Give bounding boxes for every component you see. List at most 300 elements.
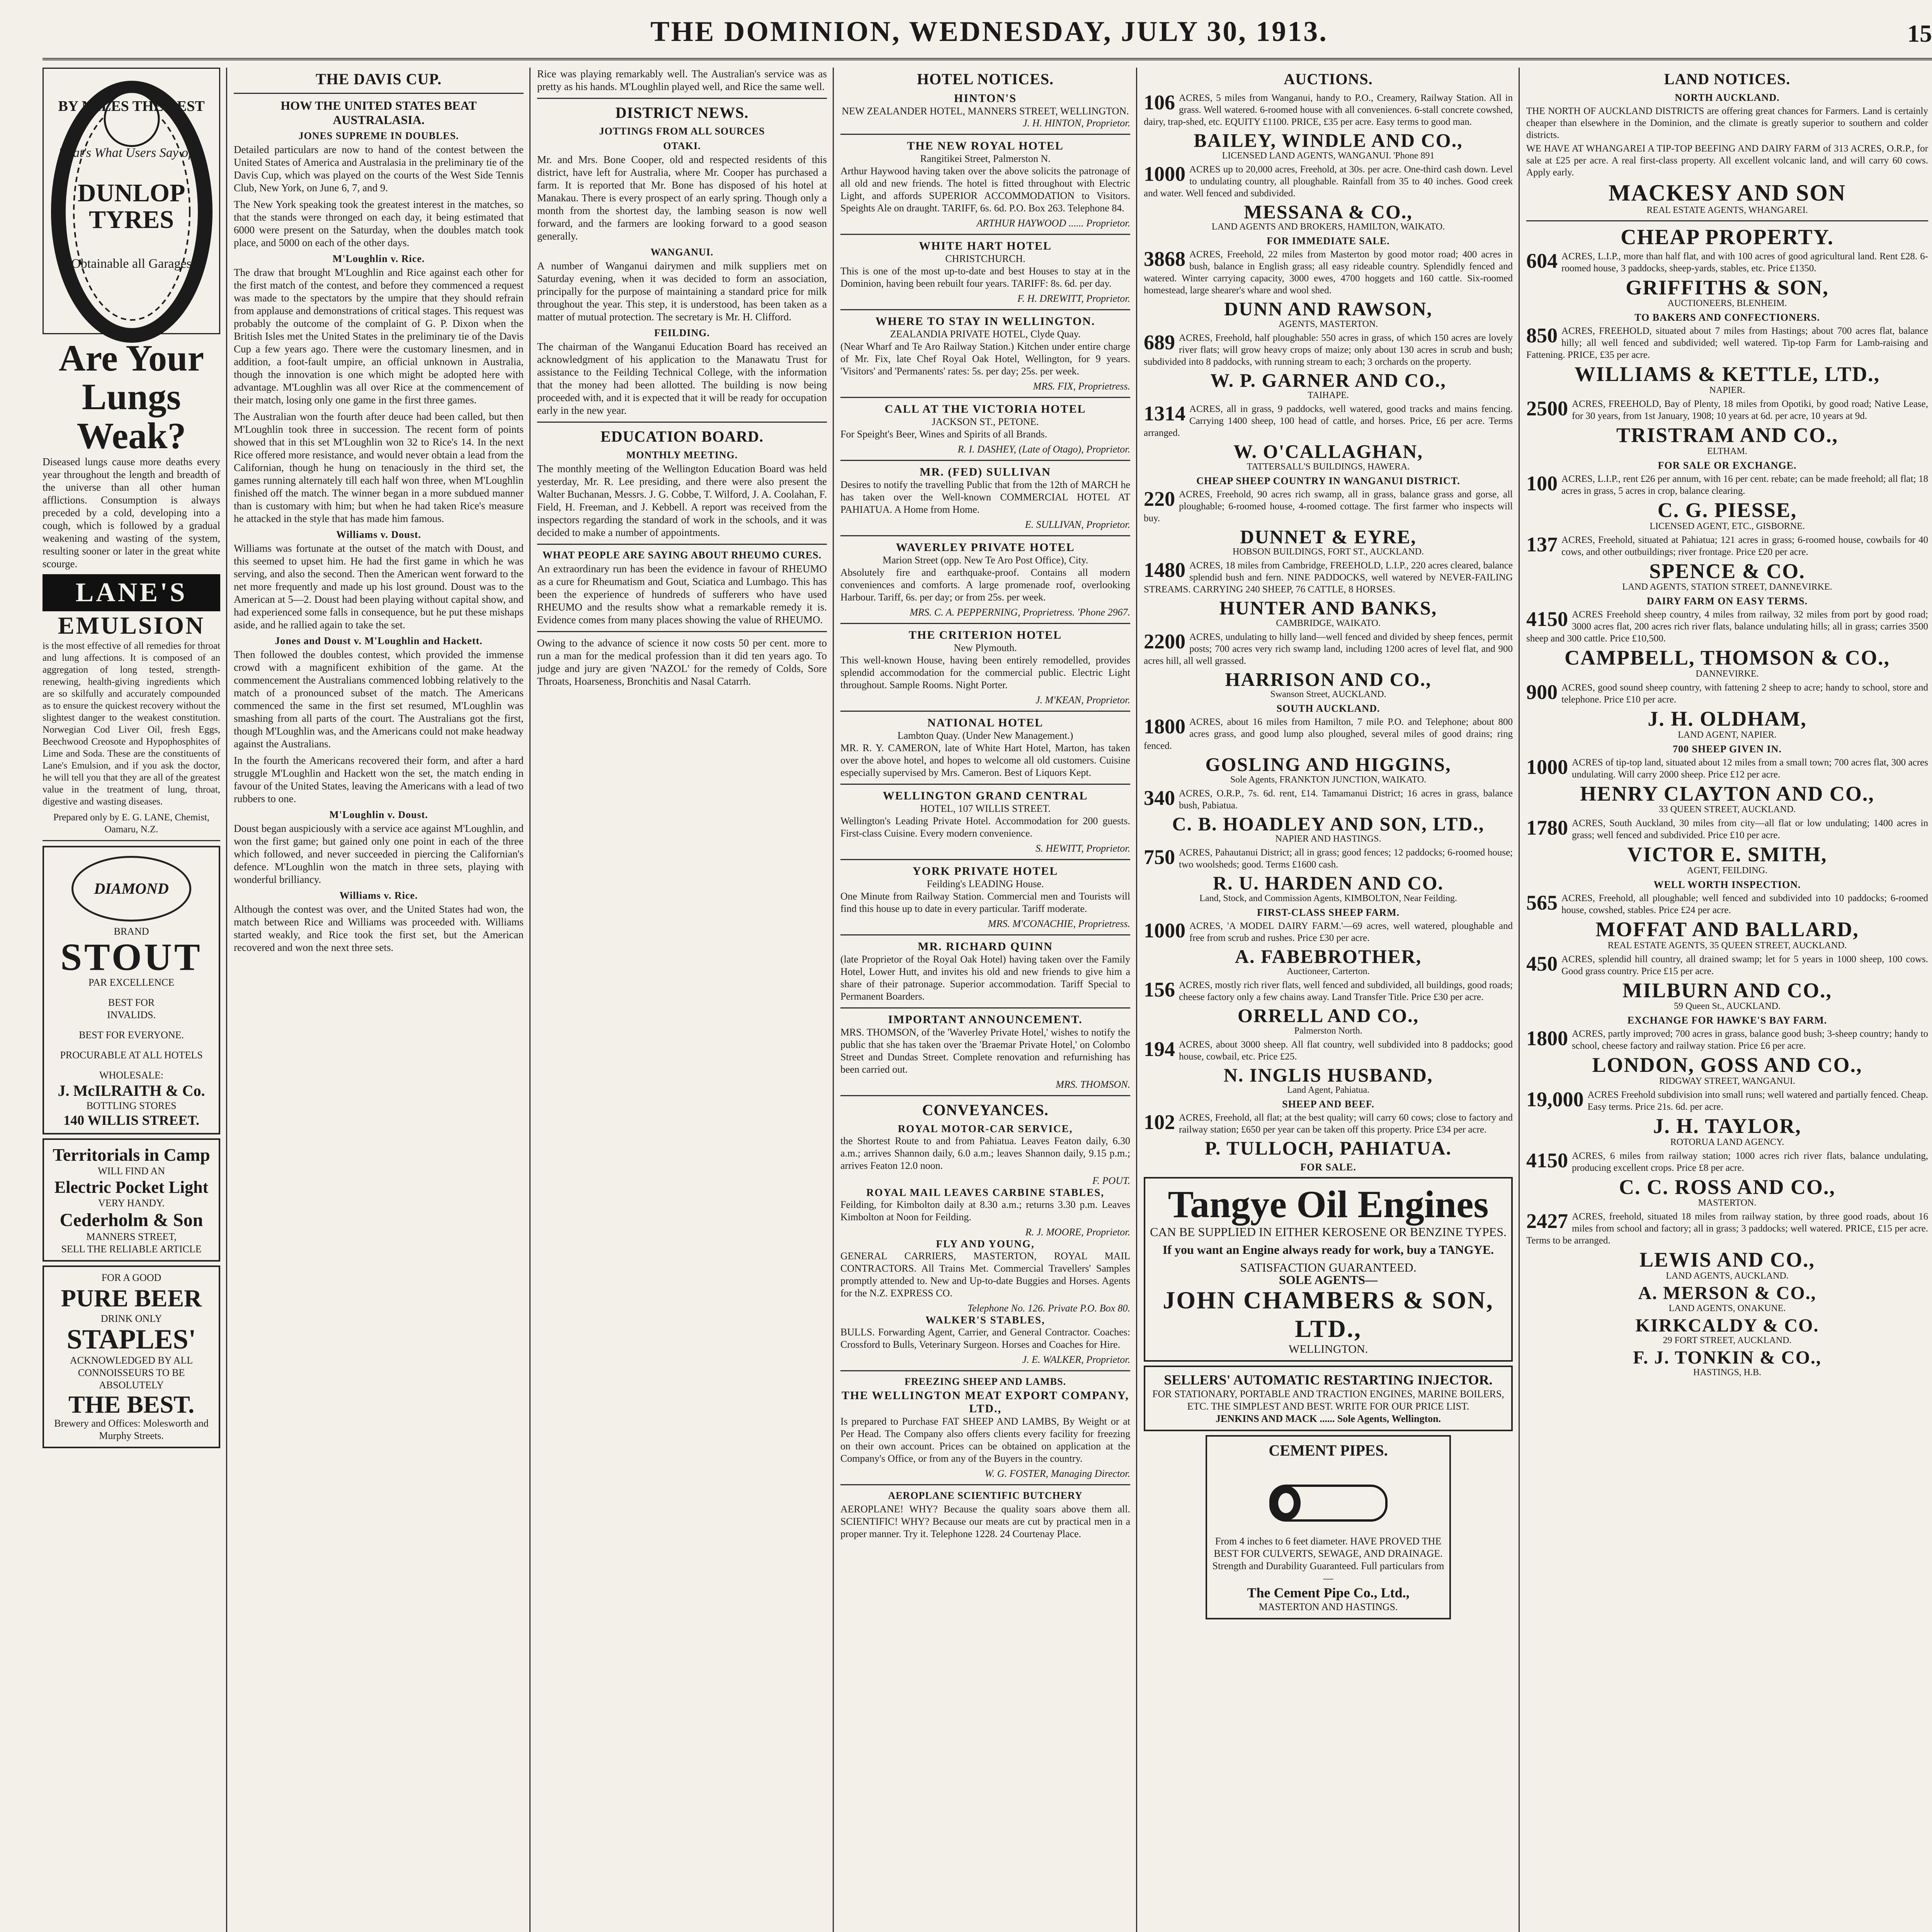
hotel-address: Feilding's LEADING House.: [927, 878, 1044, 889]
divider: [840, 309, 1130, 310]
article-paragraph: In the fourth the Americans recovered their form, and after a hard struggle M'Loughlin and Hackett won the set, the match ending in favour of the United States, leaving the Americans with a lead of two rubbers to one.: [234, 755, 524, 804]
cement-city: MASTERTON AND HASTINGS.: [1259, 1601, 1398, 1612]
lot-acreage: 137: [1526, 532, 1558, 556]
diamond-stout-ad: [43, 846, 220, 1134]
land-agent-name: LONDON, GOSS AND CO.,: [1592, 1053, 1862, 1077]
land-agent-name: C. C. ROSS AND CO.,: [1619, 1175, 1836, 1199]
land-agent-address: LAND AGENTS, AUCKLAND.: [1666, 1271, 1789, 1281]
land-lot: [1526, 250, 1928, 274]
divider: [840, 711, 1130, 712]
lungs-text: Diseased lungs cause more deaths every year throughout the length and breadth of the universe than all other human afflictions. Consumption is always preceded by a cold, developing into a cough, which is followed by a gradual weakening and wasting of the system, resulting sooner or later in the great white scourge.: [43, 456, 220, 570]
hotel-notices-heading: HOTEL NOTICES.: [917, 70, 1054, 88]
staples-drink-only: DRINK ONLY: [100, 1313, 162, 1324]
hotel-text: This well-known House, having been entirely remodelled, provides splendid accommodation for the commercial public. Electric Light throughout. Sample Rooms. Night Porter.: [840, 655, 1130, 690]
staples-brewery: Brewery and Offices: Molesworth and Murphy Streets.: [54, 1417, 209, 1441]
lot-acreage: 1800: [1144, 715, 1185, 738]
tangye-line2: If you want an Engine always ready for work, buy a TANGYE.: [1162, 1242, 1494, 1257]
column-rule: [529, 68, 531, 1932]
auction-agent-address: Land Agent, Pahiatua.: [1287, 1085, 1370, 1095]
land-notices-heading: LAND NOTICES.: [1664, 70, 1791, 88]
divider: [840, 1484, 1130, 1485]
education-board-heading: EDUCATION BOARD.: [600, 428, 764, 445]
column-1-ads: [43, 68, 220, 1932]
conveyance-proprietor: R. J. MOORE, Proprietor.: [1025, 1226, 1130, 1238]
lot-acreage: 900: [1526, 680, 1558, 704]
staples-brand: STAPLES': [66, 1323, 196, 1355]
page-number: 15: [1907, 20, 1932, 47]
auction-agent-address: Sole Agents, FRANKTON JUNCTION, WAIKATO.: [1230, 774, 1427, 785]
diamond-address: 140 WILLIS STREET.: [63, 1112, 199, 1128]
lot-description: ACRES, South Auckland, 30 miles from city—all flat or low undulating; 1400 acres in grass; well fenced and subdivided. Price £10 per acre.: [1572, 818, 1928, 841]
land-agent-name: MACKESY AND SON: [1608, 180, 1846, 206]
lot-acreage: 340: [1144, 786, 1175, 810]
land-agent-name: HENRY CLAYTON AND CO.,: [1580, 782, 1874, 805]
land-agent-address: ROTORUA LAND AGENCY.: [1670, 1137, 1784, 1147]
land-agent-name: C. G. PIESSE,: [1657, 498, 1797, 522]
hotel-text: Wellington's Leading Private Hotel. Accommodation for 200 guests. First-class Cuisine. Every modern convenience.: [840, 815, 1130, 839]
auction-agent-name: MESSANA & CO.,: [1244, 201, 1413, 223]
injector-ad: [1144, 1366, 1513, 1431]
davis-cup-title: THE DAVIS CUP.: [315, 70, 442, 88]
hotel-notice: [840, 139, 1130, 235]
lot-description: ACRES, partly improved; 700 acres in grass, balance good bush; 3-sheep country; handy to school, cheese factory and railway station. Price £6 per acre.: [1572, 1029, 1928, 1051]
town-heading: WANGANUI.: [650, 247, 714, 258]
diamond-product: STOUT: [60, 935, 202, 978]
hotel-text: (Near Wharf and Te Aro Railway Station.) Kitchen under entire charge of Mr. Fix, late Chef Royal Oak Hotel, Wellington, for 9 years. 'Visitors' and 'Permanents' rates: 5s. per day; 25s. per week.: [840, 341, 1130, 377]
diamond-wholesale: WHOLESALE:: [99, 1069, 164, 1081]
conveyance-text: Feilding, for Kimbolton daily at 8.30 a.m.; returns 3.30 p.m. Leaves Kimbolton at Noon for Feilding.: [840, 1199, 1130, 1223]
hotel-proprietor: MRS. THOMSON.: [1056, 1079, 1130, 1090]
article-paragraph: Mr. and Mrs. Bone Cooper, old and respected residents of this district, have left for Australia, where Mr. Cooper has purchased a farm. It is reported that Mr. Bone has disposed of his hotel at Manakau. There is every prospect of an early spring. Though only a month from the shortest day, the lambing season is now well forward, and the farmers are looking forward to a good season generally.: [537, 154, 827, 242]
lanes-footer: Prepared only by E. G. LANE, Chemist, Oamaru, N.Z.: [53, 812, 210, 835]
column-4-hotels: [840, 68, 1130, 1932]
hotel-name: WHERE TO STAY IN WELLINGTON.: [875, 315, 1095, 328]
land-agent-address: RIDGWAY STREET, WANGANUI.: [1659, 1076, 1795, 1087]
auction-lot: [1144, 847, 1513, 871]
hotel-text: Desires to notify the travelling Public that from the 12th of MARCH he has taken over the Well-known COMMERCIAL HOTEL AT PAHIATUA. A Home from Home.: [840, 479, 1130, 515]
lanes-text: is the most effective of all remedies for throat and lung affections. It is composed of an aggregation of long tested, strength-renewing, health-giving ingredients which are so skilfully and accurately compounded as to ensure the quickest recovery without the slightest danger to the weakest constitution. Norwegian Cod Liver Oil, fresh Eggs, Beechwood Creosote and Hypophosphites of Lime and Soda. These are the constituents of Lane's Emulsion, and if you ask the doctor, he will tell you that they are all of the greatest value in the treatment of lung, throat, digestive and wasting diseases.: [43, 640, 220, 807]
conveyance-proprietor: F. POUT.: [1092, 1175, 1130, 1186]
auction-agent-address: TATTERSALL'S BUILDINGS, HAWERA.: [1247, 461, 1410, 472]
hotel-text: (late Proprietor of the Royal Oak Hotel) having taken over the Family Hotel, Lower Hutt, and invites his old and new friends to give him a share of their patronage. Superior accommodation. Tariff Special to Permanent Boarders.: [840, 954, 1130, 1002]
auction-agent-address: LICENSED LAND AGENTS, WANGANUI. 'Phone 891: [1222, 150, 1435, 161]
hotel-name: YORK PRIVATE HOTEL: [912, 865, 1058, 878]
match-heading: Williams v. Doust.: [336, 529, 421, 540]
conveyance-proprietor: J. E. WALKER, Proprietor.: [1022, 1354, 1130, 1365]
lot-description: ACRES, 'A MODEL DAIRY FARM.'—69 acres, well watered, ploughable and free from scrub and rushes. Price £30 per acre.: [1189, 920, 1513, 943]
lot-acreage: 1800: [1526, 1027, 1568, 1050]
lot-description: ACRES Freehold sheep country, 4 miles from railway, 32 miles from port by good road; 3000 acres flat, 200 acres rich river flats, balance undulating hills; all in grass; carries 3500 sheep and 300 cattle. Price £10,500.: [1526, 609, 1928, 644]
land-flow: [1526, 250, 1928, 1378]
article-paragraph: The draw that brought M'Loughlin and Rice against each other for the first match of the contest, and before they commenced a request was made to the spectators by the umpire that they should refrain from applause and demonstrations of critical stages. This request was probably the outcome of the complaint of G. P. Dixon when the British Isles met the United States in the preliminary tie of the Davis Cup a few years ago. There were the customary linesmen, and in addition, a foot-fault umpire, an official unknown in Australia, though the innovation is one which might be adopted here with advantage. M'Loughlin was all over Rice at the commencement of their match, losing only one game in the first three games.: [234, 267, 524, 406]
divider: [840, 1370, 1130, 1371]
tangye-satisfaction: SATISFACTION GUARANTEED.: [1240, 1260, 1417, 1274]
land-agent-name: A. MERSON & CO.,: [1638, 1283, 1816, 1304]
north-auckland-heading: NORTH AUCKLAND.: [1675, 92, 1780, 103]
lot-description: ACRES, Freehold, situated at Pahiatua; 121 acres in grass; 6-roomed house, cowbails for 40 cows, and other outbuildings; river frontage. Price £20 per acre.: [1561, 534, 1928, 557]
conveyance-name: FLY AND YOUNG,: [936, 1238, 1035, 1250]
land-lot: [1526, 609, 1928, 645]
hotel-address: CHRISTCHURCH.: [945, 253, 1026, 264]
hotel-list: [840, 92, 1130, 1096]
lot-description: ACRES, L.I.P., rent £26 per annum, with 16 per cent. rebate; can be made freehold; all flat; 18 acres in grass, 5 acres in crop, balance clearing.: [1561, 473, 1928, 496]
diamond-invalids: INVALIDS.: [107, 1009, 156, 1020]
lot-description: ACRES, undulating to hilly land—well fenced and divided by sheep fences, permit posts; 700 acres very rich swamp land, including 1200 acres of level flat, and 900 acres hill, all well grassed.: [1144, 631, 1513, 666]
lot-acreage: 194: [1144, 1037, 1175, 1061]
auction-subheading: FIRST-CLASS SHEEP FARM.: [1257, 906, 1400, 918]
article-paragraph: The Australian won the fourth after deuce had been called, but then M'Loughlin took three in succession. The recent form of points showed that in this set M'Loughlin won 32 to Rice's 14. In the next Rice offered more resistance, and would never obtain a lead from the Californian, though he hung on tenaciously in the third set, the games running alternately till each half won three, when M'Loughlin finished off the match. The winner began in a more subdued manner than is customary with him; but when he had taken Rice's measure he attacked in the style that has made him famous.: [234, 411, 524, 524]
lot-description: ACRES, mostly rich river flats, well fenced and subdivided, all buildings, good roads; cheese factory only a few chains away. Land Transfer Title. Price £30 per acre.: [1179, 980, 1513, 1002]
lot-description: ACRES, Freehold, all flat; at the best quality; will carry 60 cows; close to factory and railway station; £650 per year can be taken off this property. Price £34 per acre.: [1179, 1112, 1513, 1135]
lot-description: ACRES, FREEHOLD, situated about 7 miles from Hastings; about 700 acres flat, balance hilly; all well fenced and subdivided; well watered. Tip-top Farm for Lamb-raising and Fattening. PRICE, £35 per acre.: [1526, 326, 1928, 361]
auction-subheading: FOR SALE.: [1300, 1161, 1356, 1173]
masthead: [43, 15, 1932, 60]
lot-acreage: 1480: [1144, 558, 1185, 582]
diamond-brand-label: BRAND: [114, 925, 149, 937]
auction-agent-name: DUNN AND RAWSON,: [1224, 298, 1432, 320]
conveyance-notice: [840, 1238, 1130, 1314]
article-paragraph: Rice was playing remarkably well. The Australian's service was as pretty as his hands. M'Loughlin played well, and Rice the same well.: [537, 68, 827, 92]
auction-subheading: SOUTH AUCKLAND.: [1276, 703, 1380, 714]
auction-agent-address: Palmerston North.: [1294, 1026, 1362, 1036]
auction-lot: [1144, 716, 1513, 752]
auction-agent-address: Auctioneer, Carterton.: [1287, 966, 1370, 976]
lot-description: ACRES, 6 miles from railway station; 1000 acres rich river flats, balance undulating, producing excellent crops. Price £8 per acre.: [1572, 1150, 1928, 1173]
hotel-address: ZEALANDIA PRIVATE HOTEL, Clyde Quay.: [890, 328, 1081, 340]
lot-acreage: 4150: [1526, 607, 1568, 631]
land-agent-name: WILLIAMS & KETTLE, LTD.,: [1574, 362, 1880, 386]
auction-lot: [1144, 979, 1513, 1003]
land-agent-address: MASTERTON.: [1698, 1198, 1757, 1208]
divider: [840, 859, 1130, 860]
hotel-notice: [840, 315, 1130, 398]
auction-agent-name: R. U. HARDEN AND CO.: [1213, 872, 1444, 894]
land-lot: [1526, 534, 1928, 558]
monthly-meeting-heading: MONTHLY MEETING.: [626, 449, 738, 461]
land-agent-address: LAND AGENT, NAPIER.: [1678, 730, 1777, 740]
hotel-name: HINTON'S: [954, 92, 1017, 105]
land-agent-name: J. H. TAYLOR,: [1653, 1114, 1801, 1138]
town-heading: FEILDING.: [654, 327, 710, 338]
freezing-company: THE WELLINGTON MEAT EXPORT COMPANY, LTD.,: [842, 1389, 1129, 1415]
land-agent-address: REAL ESTATE AGENTS, 35 QUEEN STREET, AUCKLAND.: [1607, 940, 1847, 951]
column-rule: [1136, 68, 1137, 1932]
injector-sole: JENKINS AND MACK ...... Sole Agents, Wellington.: [1215, 1413, 1441, 1424]
hotel-notice: [840, 466, 1130, 536]
diamond-par: PAR EXCELLENCE: [88, 976, 175, 988]
auction-lot: [1144, 1039, 1513, 1063]
territorials-ad: [43, 1138, 220, 1262]
auction-subheading: FOR IMMEDIATE SALE.: [1267, 235, 1390, 247]
land-lot: [1526, 325, 1928, 361]
land-agent-name: CAMPBELL, THOMSON & CO.,: [1564, 646, 1890, 670]
match-heading: M'Loughlin v. Rice.: [332, 253, 425, 264]
dunlop-brand: DUNLOP TYRES: [77, 179, 185, 234]
lot-acreage: 1780: [1526, 816, 1568, 840]
lot-acreage: 102: [1144, 1111, 1175, 1134]
hotel-address: NEW ZEALANDER HOTEL, MANNERS STREET, WELLINGTON.: [842, 105, 1129, 117]
auction-agent-address: HOBSON BUILDINGS, FORT ST., AUCKLAND.: [1232, 547, 1424, 557]
conveyance-name: ROYAL MOTOR-CAR SERVICE,: [898, 1123, 1073, 1134]
hotel-proprietor: E. SULLIVAN, Proprietor.: [1025, 519, 1130, 530]
auction-agent-address: LAND AGENTS AND BROKERS, HAMILTON, WAIKATO.: [1211, 222, 1445, 232]
auction-lot: [1144, 920, 1513, 944]
hotel-proprietor: MRS. FIX, Proprietress.: [1033, 381, 1130, 392]
diamond-everyone: BEST FOR EVERYONE.: [79, 1029, 184, 1041]
land-agent-address: LAND AGENTS, STATION STREET, DANNEVIRKE.: [1622, 582, 1832, 592]
auction-agent-name: W. P. GARNER AND CO.,: [1210, 369, 1446, 391]
land-agent-name: SPENCE & CO.: [1649, 559, 1805, 583]
freezing-heading: FREEZING SHEEP AND LAMBS.: [905, 1376, 1066, 1387]
article-paragraph: An extraordinary run has been the evidence in favour of RHEUMO as a cure for Rheumatism and Gout, Sciatica and Lumbago. This has been the experience of hundreds of sufferers who have used RHEUMO and the results show what a remarkable remedy it is. Evidence comes from many places showing the value of RHEUMO.: [537, 563, 827, 626]
hotel-proprietor: R. I. DASHEY, (Late of Otago), Proprietor.: [957, 444, 1130, 455]
land-agent-name: KIRKCALDY & CO.: [1635, 1315, 1819, 1336]
land-subheading: TO BAKERS AND CONFECTIONERS.: [1634, 312, 1820, 323]
masthead-title: THE DOMINION, WEDNESDAY, JULY 30, 1913.: [650, 16, 1328, 48]
divider: [840, 934, 1130, 935]
article-paragraph: The New York speaking took the greatest interest in the matches, so that the stands were thronged on each day, it being estimated that 6000 were present on the Saturday, when the doubles match took place, and 5000 on each of the other days.: [234, 199, 524, 248]
hotel-proprietor: MRS. C. A. PEPPERNING, Proprietress. 'Phone 2967.: [910, 607, 1130, 618]
lot-acreage: 750: [1144, 845, 1175, 869]
auction-agent-name: C. B. HOADLEY AND SON, LTD.,: [1172, 813, 1485, 835]
auction-agent-name: BAILEY, WINDLE AND CO.,: [1194, 129, 1463, 151]
auction-agent-address: CAMBRIDGE, WAIKATO.: [1276, 618, 1381, 628]
auction-subheading: CHEAP SHEEP COUNTRY IN WANGANUI DISTRICT.: [1196, 475, 1460, 486]
land-agent-address: 59 Queen St., AUCKLAND.: [1674, 1001, 1781, 1012]
column-rule: [833, 68, 834, 1932]
hotel-address: New Plymouth.: [954, 642, 1017, 653]
land-lot: [1526, 473, 1928, 497]
auction-lot: [1144, 403, 1513, 439]
diamond-procurable: PROCURABLE AT ALL HOTELS: [60, 1049, 203, 1061]
dunlop-tagline: BY MILES THE BEST: [58, 98, 205, 114]
lot-description: ACRES, all in grass, 9 paddocks, well watered, good tracks and mains fencing. Carrying 1400 sheep, 100 head of cattle, and horses. Price, £6 per acre. Terms arranged.: [1144, 404, 1513, 438]
match-heading: Jones and Doust v. M'Loughlin and Hackett.: [275, 635, 483, 646]
lot-description: ACRES, about 16 miles from Hamilton, 7 mile P.O. and Telephone; about 800 acres grass, and good lump also ploughed, several miles of good drains; ring fenced.: [1144, 717, 1513, 751]
land-agent-address: LICENSED AGENT, ETC., GISBORNE.: [1650, 521, 1805, 531]
divider: [840, 1095, 1130, 1096]
hotel-text: MRS. THOMSON, of the 'Waverley Private Hotel,' wishes to notify the public that she has taken over the 'Braemar Private Hotel,' on Colombo Street and Dundas Street. Complete renovation and refurnishing has been carried out.: [840, 1027, 1130, 1075]
land-agent-address: LAND AGENTS, ONAKUNE.: [1668, 1303, 1786, 1313]
auction-agent-address: TAIHAPE.: [1308, 390, 1349, 400]
auction-agent-address: Land, Stock, and Commission Agents, KIMBOLTON, Near Feilding.: [1199, 893, 1457, 903]
conveyance-name: WALKER'S STABLES,: [925, 1314, 1045, 1326]
davis-cup-subtitle: HOW THE UNITED STATES BEAT AUSTRALASIA.: [281, 99, 477, 127]
staples-the-best: THE BEST.: [68, 1390, 195, 1418]
hotel-notice: [840, 940, 1130, 1009]
land-subheading: DAIRY FARM ON EASY TERMS.: [1646, 595, 1808, 607]
lot-acreage: 565: [1526, 891, 1558, 914]
cement-text: From 4 inches to 6 feet diameter. HAVE PROVED THE BEST FOR CULVERTS, SEWAGE, AND DRAINAGE. Strength and Durability Guaranteed. Full particulars from—: [1212, 1535, 1444, 1584]
land-lot: [1526, 817, 1928, 841]
auction-agent-name: W. O'CALLAGHAN,: [1233, 440, 1423, 462]
article-paragraph: A number of Wanganui dairymen and milk suppliers met on Saturday evening, when it was decided to form an association, principally for the purpose of maintaining a standard price for milk throughout the year. This step, it is understood, has been taken as a matter of mutual protection. The secretary is Mr. H. Clifford.: [537, 260, 827, 323]
land-agent-address: AUCTIONEERS, BLENHEIM.: [1667, 298, 1787, 309]
land-lot: [1526, 1150, 1928, 1174]
lot-description: ACRES, 18 miles from Cambridge, FREEHOLD, L.I.P., 220 acres cleared, balance splendid bush and fern. NINE PADDOCKS, well watered by NEVER-FAILING STREAMS. CARRYING 240 SHEEP, 76 CATTLE, 8 HORSES.: [1144, 560, 1513, 595]
land-agent-name: J. H. OLDHAM,: [1648, 707, 1807, 730]
lot-acreage: 1000: [1144, 918, 1185, 942]
column-3-district-news: [537, 68, 827, 1932]
divider: [840, 134, 1130, 135]
auction-lot: [1144, 787, 1513, 811]
cement-firm: The Cement Pipe Co., Ltd.,: [1247, 1585, 1410, 1600]
conveyance-text: the Shortest Route to and from Pahiatua. Leaves Featon daily, 6.30 a.m.; arrives Shannon daily, 6.0 a.m.; leaves Shannon daily, 9.15 p.m.; arrives Featon 12.0 noon.: [840, 1135, 1130, 1171]
hotel-notice: [840, 865, 1130, 935]
davis-cup-kicker: JONES SUPREME IN DOUBLES.: [298, 130, 459, 141]
article-paragraph: The monthly meeting of the Wellington Education Board was held yesterday, Mr. R. Lee presiding, and there were also present the Walter Buchanan, Messrs. J. G. Cobbe, T. Wilford, J. A. Coolahan, F. Field, H. Freeman, and J. Kebbell. A report was received from the inspectors regarding the standard of work in the schools, and it was decided to make a number of appointments.: [537, 463, 827, 538]
article-paragraph: Williams was fortunate at the outset of the match with Doust, and this seemed to upset him. He had the first game in which he was serving, and also the second. Then the American went forward to the net more frequently and made up his lost ground. Doust was to the American at 5—2. Doust had been playing without capital show, and had experienced some falls in consequence, but he put these mishaps aside, and he rallied again to take the set.: [234, 543, 524, 631]
hotel-proprietor: J. M'KEAN, Proprietor.: [1035, 694, 1130, 706]
conveyance-proprietor: Telephone No. 126. Private P.O. Box 80.: [967, 1303, 1130, 1314]
hotel-name: THE CRITERION HOTEL: [908, 629, 1062, 641]
auction-lot: [1144, 92, 1513, 128]
tangye-brand: Tangye Oil Engines: [1168, 1182, 1489, 1226]
auction-lot: [1144, 1112, 1513, 1136]
lot-description: ACRES, good sound sheep country, with fattening 2 sheep to acre; handy to school, store and telephone. Price £10 per acre.: [1561, 682, 1928, 705]
lot-acreage: 1314: [1144, 402, 1185, 425]
article-paragraph: Detailed particulars are now to hand of the contest between the United States of America and Australasia in the preliminary tie of the Davis Cup, which was played on the courts of the West Side Tennis Club, New York, on June 6, 7, and 9.: [234, 144, 524, 194]
column-rule: [226, 68, 227, 1932]
divider: [234, 93, 524, 94]
land-paragraph: WE HAVE AT WHANGAREI A TIP-TOP BEEFING AND DAIRY FARM of 313 ACRES, O.R.P., for sale at £25 per acre. A real first-class property. All excellent volcanic land, and will carry 60 cows. Apply early.: [1526, 143, 1928, 178]
hotel-name: WHITE HART HOTEL: [919, 240, 1052, 252]
territorials-street: MANNERS STREET,: [86, 1231, 177, 1242]
lot-acreage: 156: [1144, 978, 1175, 1001]
land-lot: [1526, 1028, 1928, 1052]
hotel-name: WELLINGTON GRAND CENTRAL: [883, 789, 1088, 802]
territorials-firm: Cederholm & Son: [60, 1209, 203, 1230]
auction-agent-name: ORRELL AND CO.,: [1238, 1005, 1419, 1026]
auction-lot: [1144, 560, 1513, 595]
dunlop-that-whats: That's What Users Say of—: [59, 146, 204, 160]
article-paragraph: The chairman of the Wanganui Education Board has received an acknowledgment of his application to the Manawatu Trust for assistance to the Feilding Technical College, with the information that the money had been allotted. The building is now being proceeded with, and it is expected that it will be ready for occupation early in the new year.: [537, 341, 827, 416]
lot-description: ACRES up to 20,000 acres, Freehold, at 30s. per acre. One-third cash down. Level to undulating country, all ploughable. Rainfall from 35 to 40 inches. Good creek and water. Well fenced and subdivided.: [1144, 164, 1513, 199]
lot-description: ACRES, 5 miles from Wanganui, handy to P.O., Creamery, Railway Station. All in grass. Well watered. 6-roomed house with all conveniences. 6-stall concrete cowshed, dairy, trap-shed, etc. EQUITY £1100. PRICE, £35 per acre. Easy terms to good man.: [1144, 93, 1513, 127]
diamond-company: J. McILRAITH & Co.: [58, 1082, 205, 1099]
auction-agent-address: Swanson Street, AUCKLAND.: [1270, 689, 1386, 699]
column-rule: [1519, 68, 1520, 1932]
lot-description: ACRES, Freehold, 22 miles from Masterton by good motor road; 400 acres in bush, balance in English grass; all easy rideable country. Splendidly fenced and watered. Winter carrying capacity, 3000 ewes, 4700 hoggets and 160 cattle. Six-roomed homestead, large shearer's whare and wool shed.: [1144, 249, 1513, 296]
aeroplane-heading: AEROPLANE SCIENTIFIC BUTCHERY: [888, 1490, 1083, 1501]
hotel-text: This is one of the most up-to-date and best Houses to stay at in the Dominion, having been rebuilt four years. TARIFF: 8s. 6d. per day.: [840, 265, 1130, 289]
land-agent-address: ELTHAM.: [1707, 446, 1747, 456]
land-agent-name: TRISTRAM AND CO.,: [1616, 423, 1838, 447]
column-2-davis-cup: [234, 68, 524, 1932]
hotel-text: Arthur Haywood having taken over the above solicits the patronage of all old and new friends. The hotel is fitted throughout with Electric Light, and affords SUPERIOR ACCOMMODATION to Visitors. Speights Ale on draught. TARIFF, 6s. 6d. P.O. Box 263. Telephone 84.: [840, 165, 1130, 214]
divider: [840, 535, 1130, 536]
land-agent-name: VICTOR E. SMITH,: [1627, 843, 1827, 866]
lot-acreage: 450: [1526, 952, 1558, 975]
match-heading: Williams v. Rice.: [339, 890, 418, 901]
auction-lot: [1144, 248, 1513, 296]
auction-agent-address: AGENTS, MASTERTON.: [1278, 319, 1378, 329]
land-lot: [1526, 892, 1928, 916]
hotel-notice: [840, 92, 1130, 135]
cement-heading: CEMENT PIPES.: [1269, 1441, 1388, 1459]
lot-description: ACRES of tip-top land, situated about 12 miles from a small town; 700 acres flat, 300 acres undulating. Will carry 2000 sheep. Price £12 per acre.: [1572, 757, 1928, 780]
conveyance-text: BULLS. Forwarding Agent, Carrier, and General Contractor. Coaches: Crossford to Bulls, Veterinary Surgeon. Horses and Coaches for Hire.: [840, 1327, 1130, 1350]
column-5-auctions: [1144, 68, 1513, 1932]
tangye-firm: JOHN CHAMBERS & SON, LTD.,: [1163, 1286, 1494, 1342]
lot-acreage: 2200: [1144, 629, 1185, 653]
divider: [43, 840, 220, 841]
hotel-proprietor: J. H. HINTON, Proprietor.: [1022, 117, 1130, 129]
lot-acreage: 850: [1526, 324, 1558, 347]
lot-acreage: 19,000: [1526, 1088, 1584, 1111]
territorials-sell: SELL THE RELIABLE ARTICLE: [61, 1243, 202, 1255]
auction-agent-name: N. INGLIS HUSBAND,: [1223, 1064, 1433, 1086]
tangye-city: WELLINGTON.: [1288, 1342, 1368, 1355]
dunlop-ad: [43, 68, 220, 334]
auction-flow: [1144, 92, 1513, 1173]
auction-subheading: SHEEP AND BEEF.: [1282, 1099, 1374, 1110]
lot-acreage: 3868: [1144, 247, 1185, 270]
staples-acknowledged: ACKNOWLEDGED BY ALL CONNOISSEURS TO BE ABSOLUTELY: [70, 1354, 193, 1391]
jottings-heading: JOTTINGS FROM ALL SOURCES: [599, 126, 765, 137]
article-paragraph: Doust began auspiciously with a service ace against M'Loughlin, and won the first game; but gained only one point in each of the three which followed, and never succeeded in piercing the Californian's defence. M'Loughlin won the match in three sets, playing with wonderful brilliancy.: [234, 823, 524, 885]
land-subheading: FOR SALE OR EXCHANGE.: [1658, 459, 1797, 471]
land-agent-name: F. J. TONKIN & CO.,: [1633, 1347, 1821, 1368]
auction-lot: [1144, 163, 1513, 199]
land-lot: [1526, 757, 1928, 781]
hotel-notice: [840, 789, 1130, 860]
lot-description: ACRES, Freehold, 90 acres rich swamp, all in grass, balance grass and gorse, all ploughable; 6-roomed house, 4-roomed cottage. The first farmer who inspects will buy.: [1144, 489, 1513, 524]
auction-lot: [1144, 488, 1513, 524]
hotel-text: Absolutely fire and earthquake-proof. Contains all modern conveniences and comforts. A large promenade roof, overlooking Harbour. Tariff, 6s. per day; or from 25s. per week.: [840, 567, 1130, 603]
lot-acreage: 2500: [1526, 397, 1568, 420]
hotel-proprietor: S. HEWITT, Proprietor.: [1036, 843, 1130, 854]
divider: [840, 397, 1130, 398]
land-lot: [1526, 682, 1928, 706]
divider: [537, 98, 827, 99]
lot-acreage: 689: [1144, 330, 1175, 354]
lot-acreage: 106: [1144, 91, 1175, 114]
hotel-name: IMPORTANT ANNOUNCEMENT.: [888, 1013, 1083, 1026]
lot-acreage: 604: [1526, 249, 1558, 272]
freezing-text: Is prepared to Purchase FAT SHEEP AND LAMBS, By Weight or at Per Head. The Company also offers clients every facility for freezing on their own account. Prices can be obtained on application at the Company's Office, or from any of the Buyers in the country.: [840, 1416, 1130, 1464]
divider: [840, 1007, 1130, 1009]
conveyance-name: ROYAL MAIL LEAVES CARBINE STABLES,: [866, 1187, 1104, 1198]
lot-description: ACRES, about 3000 sheep. All flat country, well subdivided into 8 paddocks; good house, cowbail, etc. Price £25.: [1179, 1039, 1513, 1062]
cement-pipes-ad: [1206, 1435, 1451, 1619]
cement-pipes-illustration: [1263, 1463, 1394, 1532]
land-agent-address: 29 FORT STREET, AUCKLAND.: [1663, 1335, 1792, 1345]
land-agent-name: GRIFFITHS & SON,: [1626, 276, 1829, 299]
dunlop-obtainable: Obtainable all Garages: [71, 256, 192, 271]
diamond-bottling: BOTTLING STORES: [86, 1100, 177, 1111]
town-heading: OTAKI.: [663, 140, 701, 151]
hotel-notice: [840, 240, 1130, 310]
conveyance-notice: [840, 1314, 1130, 1366]
divider: [840, 460, 1130, 461]
lot-acreage: 2427: [1526, 1209, 1568, 1233]
divider: [537, 631, 827, 632]
land-lot: [1526, 1211, 1928, 1247]
lot-acreage: 220: [1144, 487, 1175, 510]
hotel-text: For Speight's Beer, Wines and Spirits of all Brands.: [840, 429, 1048, 440]
auction-agent-name: HARRISON AND CO.,: [1225, 668, 1432, 690]
land-agent-address: AGENT, FEILDING.: [1687, 865, 1768, 876]
auction-agent-name: DUNNET & EYRE,: [1240, 526, 1417, 548]
injector-text: FOR STATIONARY, PORTABLE AND TRACTION ENGINES, MARINE BOILERS, ETC. THE SIMPLEST AND BEST. WRITE FOR OUR PRICE LIST.: [1152, 1388, 1504, 1412]
hotel-address: Marion Street (opp. New Te Aro Post Office), City.: [882, 554, 1088, 566]
conveyance-notice: [840, 1187, 1130, 1238]
lot-description: ACRES, L.I.P., more than half flat, and with 100 acres of good agricultural land. Rent £28. 6-roomed house, 3 paddocks, sheep-yards, stables, etc. Price £1350.: [1561, 251, 1928, 274]
land-agent-name: LEWIS AND CO.,: [1639, 1248, 1815, 1272]
conveyance-text: GENERAL CARRIERS, MASTERTON, ROYAL MAIL CONTRACTORS. All Trains Met. Commercial Travellers' Samples promptly attended to. New and Up-to-date Buggies and Horses. Agents for the N.Z. EXPRESS CO.: [840, 1250, 1130, 1299]
conveyances-heading: CONVEYANCES.: [922, 1101, 1049, 1119]
